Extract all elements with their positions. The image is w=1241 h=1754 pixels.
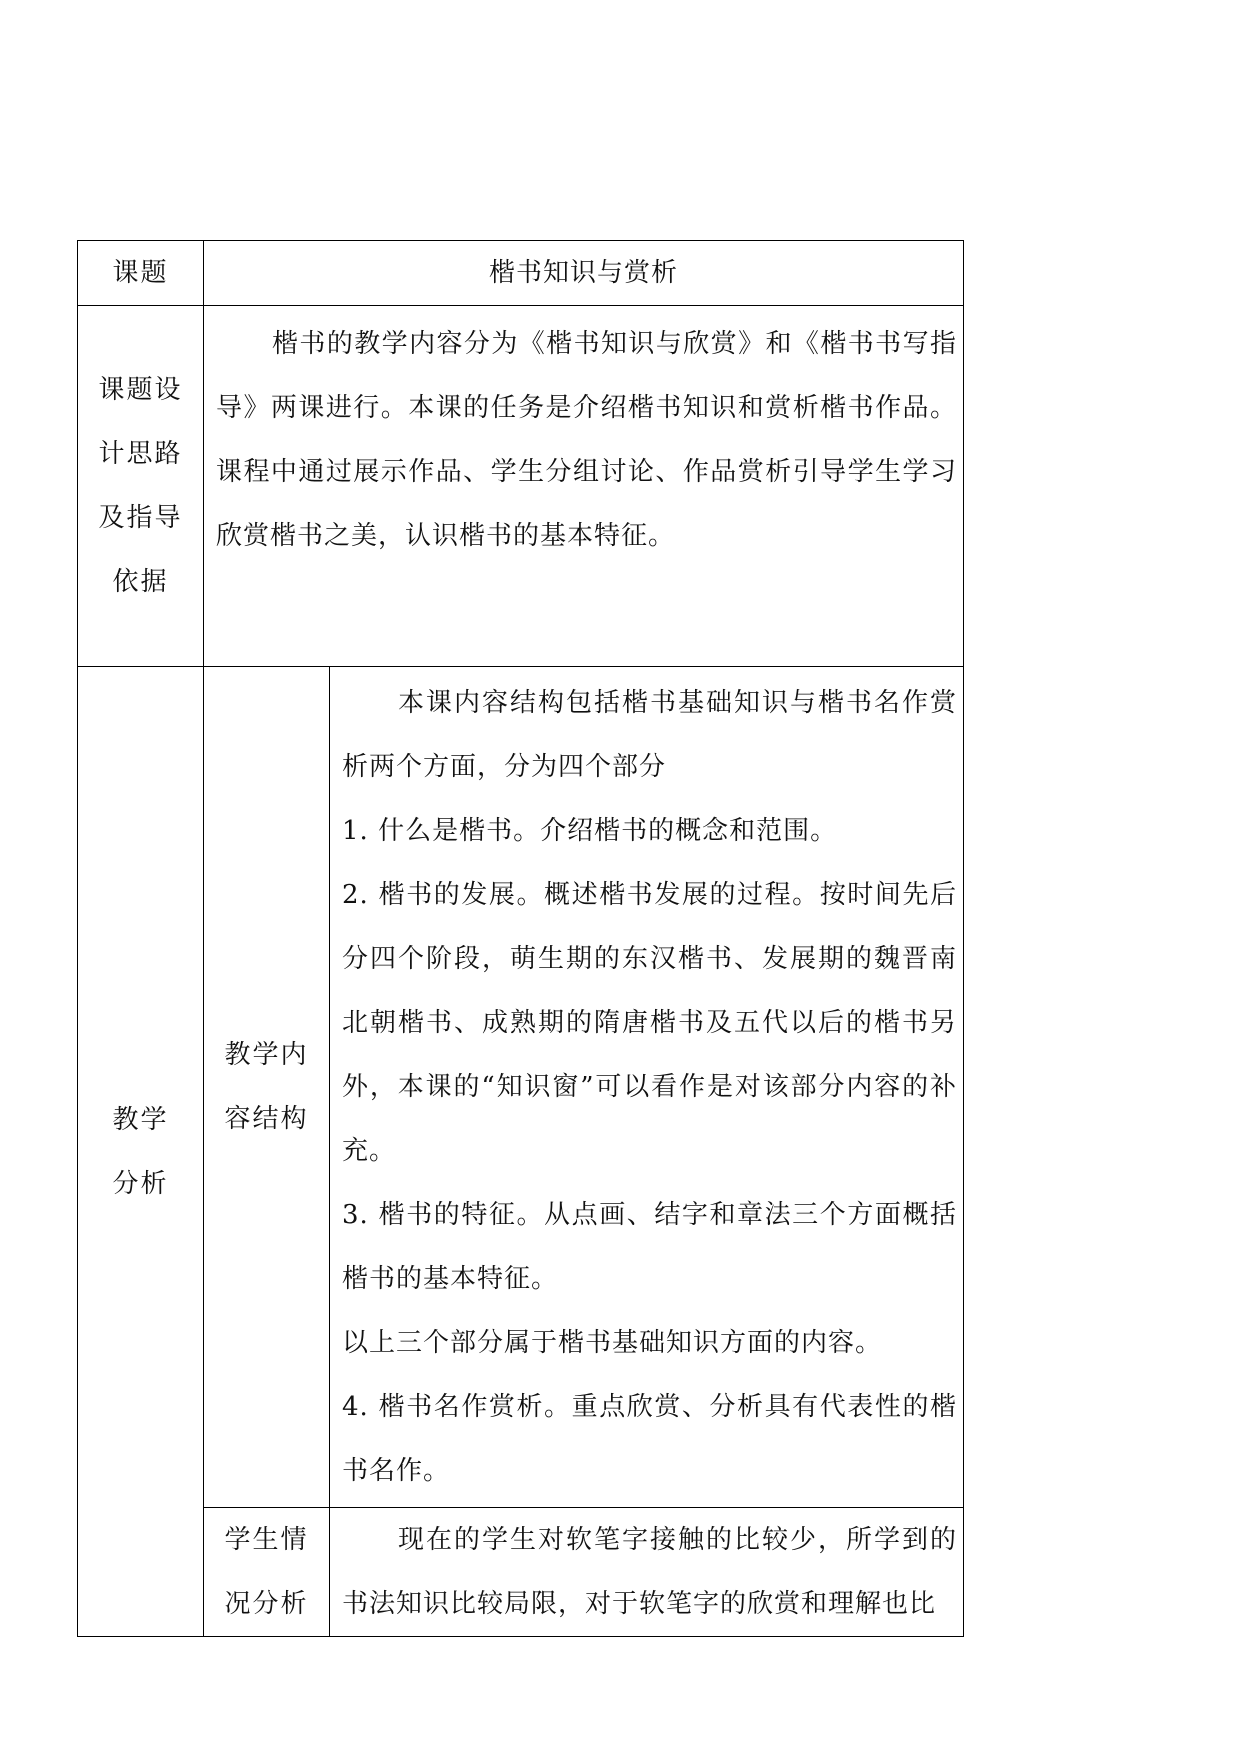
student-analysis-cell — [330, 1508, 964, 1637]
topic-value-cell — [204, 241, 964, 306]
content-paragraph: 3. 楷书的特征。从点画、结字和章法三个方面概括楷书的基本特征。 — [342, 1200, 958, 1294]
lesson-plan-table — [77, 240, 964, 1637]
content-paragraph: 1. 什么是楷书。介绍楷书的概念和范围。 — [342, 816, 838, 846]
design-label: 课题设计思路及指导依据 — [98, 375, 183, 597]
content-structure-label-cell — [204, 667, 330, 1508]
content-paragraph: 2. 楷书的发展。概述楷书发展的过程。按时间先后分四个阶段，萌生期的东汉楷书、发展期的魏晋南北朝楷书、成熟期的隋唐楷书及五代以后的楷书另外，本课的“知识窗”可以看作是对该部分内容的补充。 — [342, 880, 958, 1166]
design-label-cell — [78, 306, 204, 667]
topic-label-cell — [78, 241, 204, 306]
student-analysis-text: 现在的学生对软笔字接触的比较少，所学到的书法知识比较局限，对于软笔字的欣赏和理解也比 — [342, 1525, 958, 1619]
content-structure-label: 教学内容结构 — [224, 1040, 309, 1134]
content-paragraph: 4. 楷书名作赏析。重点欣赏、分析具有代表性的楷书名作。 — [342, 1392, 958, 1486]
design-text-cell — [204, 306, 964, 667]
topic-label: 课题 — [112, 258, 169, 288]
row-design — [78, 306, 964, 667]
row-student-analysis — [78, 1508, 964, 1637]
student-analysis-label: 学生情况分析 — [224, 1525, 309, 1619]
student-label-cell — [204, 1508, 330, 1637]
content-paragraph: 本课内容结构包括楷书基础知识与楷书名作赏析两个方面，分为四个部分 — [342, 688, 958, 782]
analysis-label-cell — [78, 667, 204, 1637]
design-text: 楷书的教学内容分为《楷书知识与欣赏》和《楷书书写指导》两课进行。本课的任务是介绍楷书知识和赏析楷书作品。课程中通过展示作品、学生分组讨论、作品赏析引导学生学习欣赏楷书之美，认识楷书的基本特征。 — [216, 329, 958, 551]
content-paragraph: 以上三个部分属于楷书基础知识方面的内容。 — [342, 1328, 883, 1358]
row-topic — [78, 241, 964, 306]
row-content-structure — [78, 667, 964, 1508]
analysis-label: 教学分析 — [112, 1104, 169, 1199]
topic-value: 楷书知识与赏析 — [489, 258, 679, 288]
content-structure-cell — [330, 667, 964, 1508]
